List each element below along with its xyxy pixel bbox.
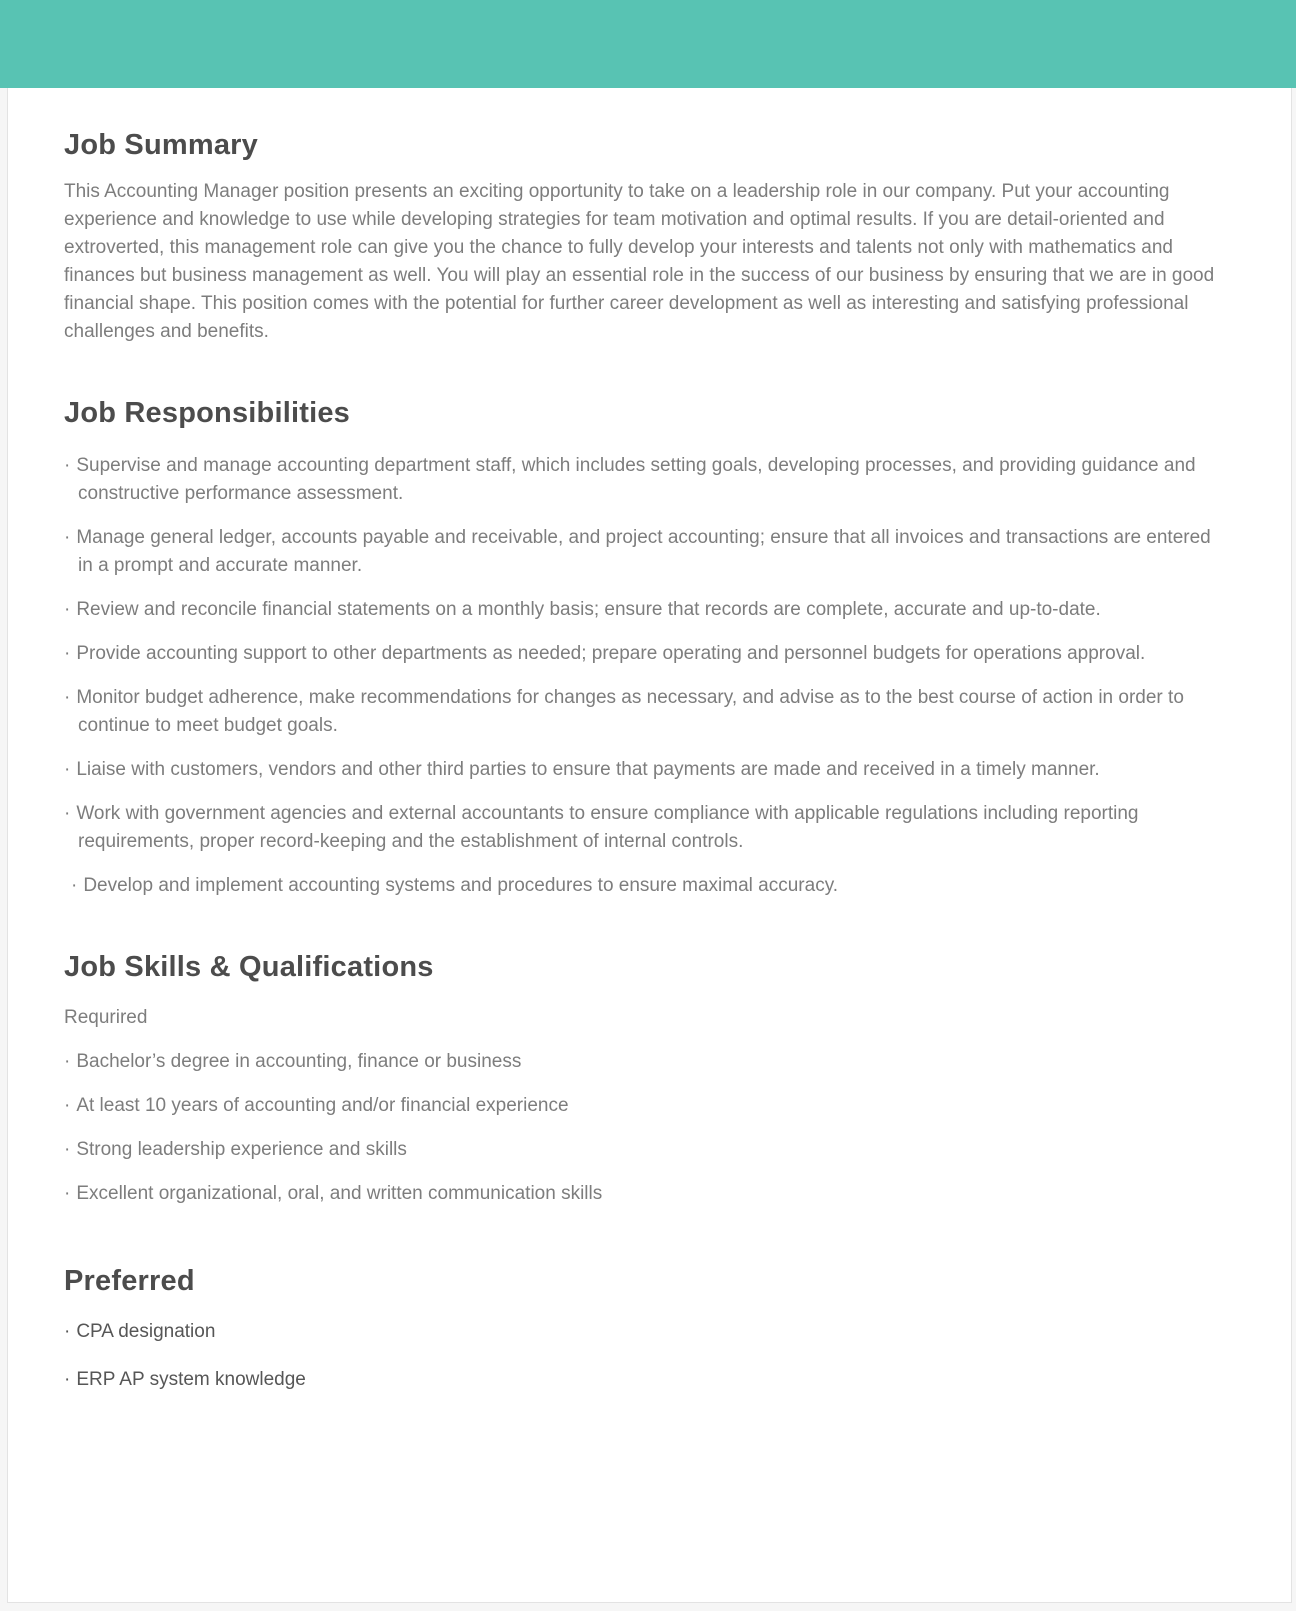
- responsibility-item: [64, 684, 1226, 740]
- bullet-marker: ·: [64, 1051, 71, 1072]
- bullet-marker: ·: [64, 599, 71, 620]
- skill-text: Bachelor’s degree in accounting, finance or business: [76, 1051, 522, 1072]
- job-summary-title: Job Summary: [64, 129, 258, 161]
- skill-text: Strong leadership experience and skills: [76, 1139, 407, 1160]
- responsibility-item: [64, 524, 1226, 580]
- responsibility-text: Develop and implement accounting systems and procedures to ensure maximal accuracy.: [83, 875, 839, 896]
- job-skills-title: Job Skills & Qualifications: [64, 951, 434, 983]
- preferred-text: ERP AP system knowledge: [76, 1369, 306, 1390]
- bullet-marker: ·: [64, 527, 71, 548]
- bullet-marker: ·: [64, 687, 71, 708]
- preferred-item: [64, 1318, 1226, 1346]
- bullet-marker: ·: [64, 759, 71, 780]
- responsibility-item: [64, 640, 1226, 668]
- bullet-marker: ·: [64, 1321, 71, 1342]
- responsibility-text: Monitor budget adherence, make recommendations for changes as necessary, and advise as to the best course of action in order to continue to meet budget goals.: [76, 687, 1184, 736]
- job-responsibilities-title: Job Responsibilities: [64, 397, 350, 429]
- responsibility-text: Review and reconcile financial statements on a monthly basis; ensure that records are complete, accurate and up-to-date.: [76, 599, 1101, 620]
- responsibility-text: Provide accounting support to other departments as needed; prepare operating and personnel budgets for operations approval.: [76, 643, 1146, 664]
- bullet-marker: ·: [64, 1139, 71, 1160]
- responsibility-item: [64, 756, 1226, 784]
- bullet-marker: ·: [64, 643, 71, 664]
- bullet-marker: ·: [64, 1369, 71, 1390]
- skill-item: [64, 1092, 1226, 1120]
- skill-item: [64, 1136, 1226, 1164]
- responsibility-item: [71, 872, 1233, 900]
- responsibility-item: [64, 596, 1226, 624]
- skill-item: [64, 1180, 1226, 1208]
- skill-text: Excellent organizational, oral, and written communication skills: [76, 1183, 603, 1204]
- job-summary-paragraph: This Accounting Manager position presents an exciting opportunity to take on a leadership role in our company. Put your accounting experience and knowledge to use while developing strategies for team motivation and optimal results. If you are detail-oriented and extroverted, this management role can give you the chance to fully develop your interests and talents not only with mathematics and finances but business management as well. You will play an essential role in the success of our business by ensuring that we are in good financial shape. This position comes with the potential for further career development as well as interesting and satisfying professional challenges and benefits.: [64, 181, 1215, 342]
- bullet-marker: ·: [64, 1095, 71, 1116]
- preferred-title: Preferred: [64, 1265, 195, 1297]
- responsibility-text: Liaise with customers, vendors and other third parties to ensure that payments are made and received in a timely manner.: [76, 759, 1100, 780]
- responsibility-text: Supervise and manage accounting department staff, which includes setting goals, developing processes, and providing guidance and constructive performance assessment.: [76, 455, 1196, 504]
- skill-text: At least 10 years of accounting and/or financial experience: [76, 1095, 569, 1116]
- bullet-marker: ·: [64, 455, 71, 476]
- document-sheet: [7, 88, 1292, 1603]
- preferred-text: CPA designation: [76, 1321, 216, 1342]
- bullet-marker: ·: [64, 1183, 71, 1204]
- header-accent-bar: [0, 0, 1296, 88]
- responsibility-item: [64, 452, 1226, 508]
- skill-item: [64, 1048, 1226, 1076]
- bullet-marker: ·: [64, 803, 71, 824]
- responsibility-text: Work with government agencies and external accountants to ensure compliance with applicable regulations including reporting requirements, proper record-keeping and the establishment of internal controls.: [76, 803, 1139, 852]
- responsibility-item: [64, 800, 1226, 856]
- responsibility-text: Manage general ledger, accounts payable and receivable, and project accounting; ensure that all invoices and transactions are entered in a prompt and accurate manner.: [76, 527, 1211, 576]
- preferred-item: [64, 1366, 1226, 1394]
- skills-required-label: Requrired: [64, 1007, 148, 1028]
- bullet-marker: ·: [71, 875, 78, 896]
